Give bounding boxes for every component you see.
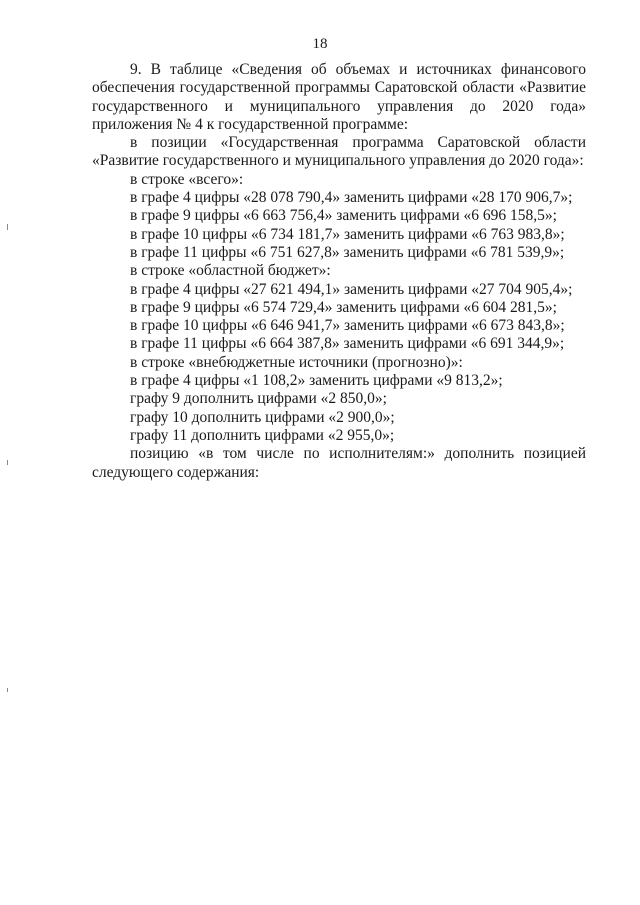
text-line: в графе 10 цифры «6 646 941,7» заменить цифрами «6 673 843,8»; — [130, 317, 565, 335]
text-line: в графе 10 цифры «6 734 181,7» заменить цифрами «6 763 983,8»; — [130, 225, 565, 243]
closing-paragraph: позицию «в том числе по исполнителям:» дополнить позицией следующего содержания: — [92, 445, 586, 481]
text-line: в графе 4 цифры «1 108,2» заменить цифрами «9 813,2»; — [130, 372, 503, 390]
text-line: в графе 11 цифры «6 751 627,8» заменить цифрами «6 781 539,9»; — [130, 243, 565, 261]
text-line: в графе 4 цифры «28 078 790,4» заменить цифрами «28 170 906,7»; — [130, 189, 573, 207]
text-line: в графе 11 цифры «6 664 387,8» заменить цифрами «6 691 344,9»; — [130, 335, 565, 353]
text-line: в строке «всего»: — [130, 170, 244, 188]
text-line: в графе 9 цифры «6 574 729,4» заменить цифрами «6 604 281,5»; — [130, 298, 557, 316]
text-line: в графе 9 цифры «6 663 756,4» заменить цифрами «6 696 158,5»; — [130, 207, 557, 225]
text-line: графу 11 дополнить цифрами «2 955,0»; — [130, 426, 395, 444]
text-line: в графе 4 цифры «27 621 494,1» заменить цифрами «27 704 905,4»; — [130, 280, 573, 298]
document-body — [92, 61, 586, 482]
position-paragraph: в позиции «Государственная программа Саратовской области «Развитие государственного и муниципального управления до 2020 года»: — [92, 134, 586, 170]
scan-margin-mark — [7, 460, 8, 465]
scan-margin-mark — [7, 224, 8, 230]
text-line: графу 9 дополнить цифрами «2 850,0»; — [130, 390, 387, 408]
scan-margin-mark — [7, 688, 8, 692]
text-line: в строке «внебюджетные источники (прогнозно)»: — [130, 353, 463, 371]
intro-paragraph: 9. В таблице «Сведения об объемах и источниках финансового обеспечения государственной программы Саратовской области «Развитие государственного и муниципального управления до 2020 года» приложения № 4 к государственной программе: — [92, 61, 586, 133]
page-number: 18 — [312, 36, 328, 52]
text-line: графу 10 дополнить цифрами «2 900,0»; — [130, 408, 395, 426]
text-line: в строке «областной бюджет»: — [130, 262, 331, 280]
